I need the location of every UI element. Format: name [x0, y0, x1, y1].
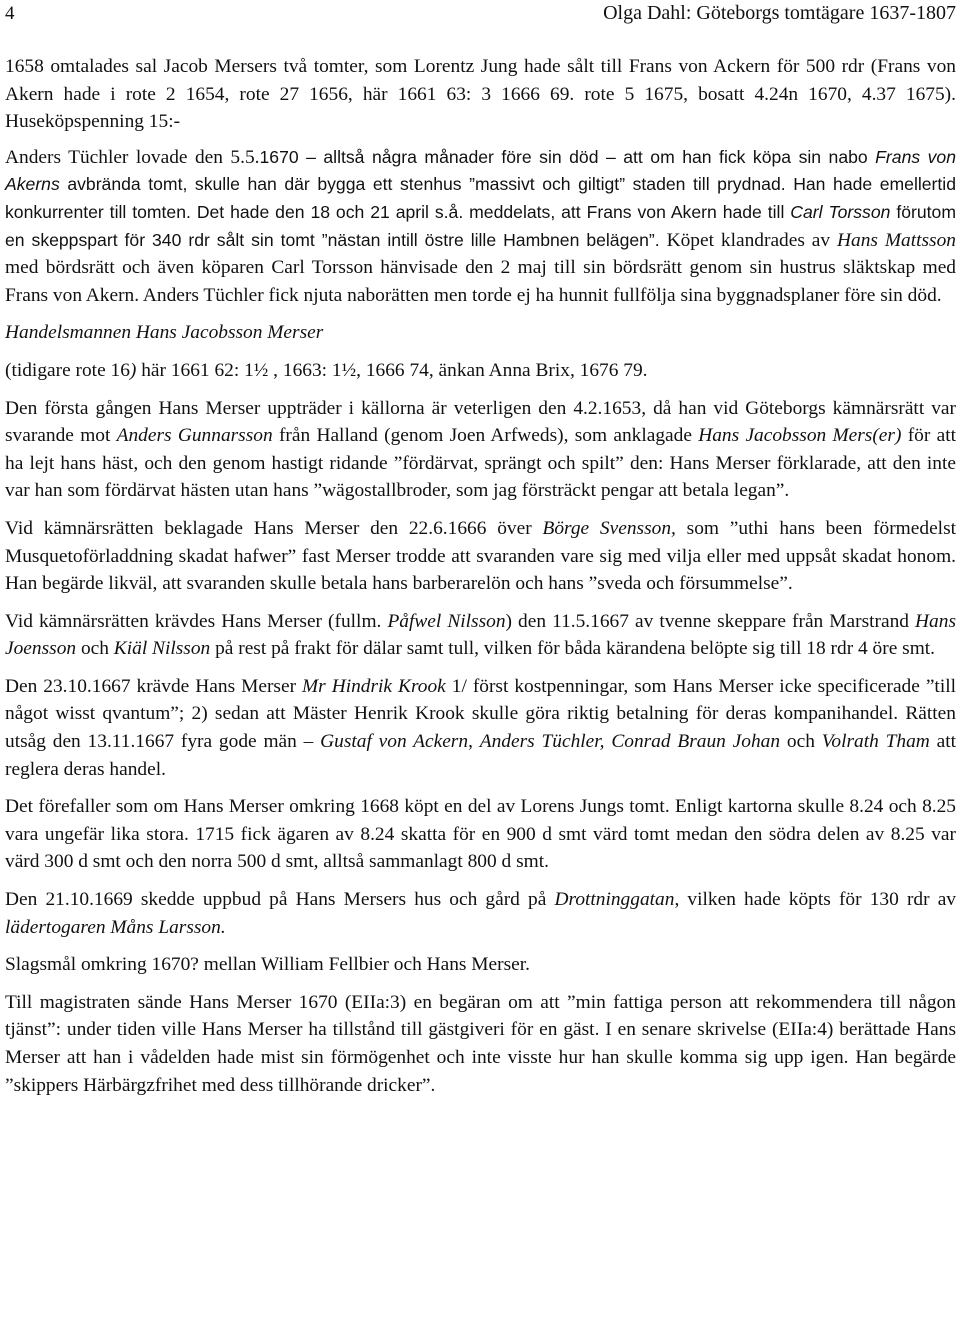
persons-tuchler-braun: Anders Tüchler, Conrad Braun Johan [479, 731, 781, 753]
paragraph-3-text: här 1661 62: 1½ , 1663: 1½, 1666 74, änkan Anna Brix [136, 359, 570, 381]
paragraph-4-text: Den första gången Hans Merser uppträder i källorna är veterligen den 4.2.1653, då han vid Göteborgs kämnärsrätt var svarande mot [5, 397, 956, 447]
paragraph-10: Slagsmål omkring 1670? mellan William Fellbier och Hans Merser. [5, 954, 531, 976]
paragraph-3-text: 1676 79. [574, 359, 648, 381]
paragraph-1 [5, 53, 956, 136]
paragraph-2-text: avbrända tomt, skulle han där bygga ett stenhus ”massivt och giltigt” staden till prydnad. Han hade emellertid konkurrenter till tomten. Det hade den 18 och 21 april s.å. meddelats, att Frans von Akern hade till [5, 174, 956, 222]
paragraph-3-text: (tidigare rote 16 [5, 359, 130, 381]
person-hans-mattsson: Hans Mattsson [837, 229, 956, 251]
paragraph-5-text: som ”uthi hans been förmedelst Musquetoförladdning skadat hafwer” fast Merser trodde att svaranden vare sig med vilja eller med uppsåt skadat honom. Han begärde likväl, att svaranden skulle betala hans barberarelön och hans ”sveda och försummelse”. [5, 517, 956, 595]
page-header [5, 0, 956, 30]
paragraph-6-text: på rest på frakt för dälar samt tull, vilken för båda kärandena belöpte sig till 18 rdr 4 öre smt. [210, 638, 936, 660]
person-carl-torsson: Carl Torsson [790, 201, 891, 222]
person-pafwel-nilsson: Påfwel Nilsson [387, 610, 506, 632]
paragraph-2-text: förutom en skeppspart för 340 rdr sålt sin tomt ”nästan intill östre lille Hambnen belägen”. [5, 201, 956, 250]
person-mans-larsson: lädertogaren Måns Larsson. [5, 916, 226, 938]
paragraph-2 [5, 144, 956, 310]
paragraph-6 [5, 608, 956, 663]
paragraph-4 [5, 395, 956, 505]
paragraph-9-text: , vilken hade köpts för 130 rdr av [674, 889, 956, 911]
paragraph-3-comma: , [569, 359, 575, 381]
paragraph-8: Det förefaller som om Hans Merser omkring 1668 köpt en del av Lorens Jungs tomt. Enligt kartorna skulle 8.24 och 8.25 vara ungefär lika stora. 1715 fick ägaren av 8.24 skatta för en 900 d smt värd tomt medan den södra delen av 8.25 var värd 300 d smt och den norra 500 d smt, alltså sammanlagt 800 d smt. [5, 796, 956, 873]
paragraph-7-text: , [468, 731, 480, 753]
paragraph-2-text: Köpet klandrades av [659, 229, 838, 251]
paragraph-4-text: för att ha lejt hans häst, och den genom hastigt ridande ”fördärvat, sprängt och spilt” den: Hans Merser förklarade, att den inte var han som fördärvat hästen utan hans ”wägostallbroder, som jag försträckt pengar att betala legan”. [5, 425, 956, 502]
paragraph-3 [5, 357, 956, 385]
paragraph-9-text: Den 21.10.1669 skedde uppbud på Hans Mersers hus och gård på [5, 889, 555, 911]
paragraph-6-text: ) den 11.5.1667 av tvenne skeppare från Marstrand [505, 610, 916, 632]
paragraph-5 [5, 515, 956, 598]
paragraph-6-text: och [76, 638, 114, 660]
running-title: Olga Dahl: Göteborgs tomtägare 1637-1807 [603, 2, 956, 24]
paragraph-7-text: 1/ först kostpenningar, som Hans Merser icke specificerade ”till något wisst qvantum”; 2) sedan att Mäster Henrik Krook skulle göra riktig betalning för deras kompanihandel. Rätten utsåg den 13.11.1667 fyra gode män – [5, 675, 956, 753]
paragraph-4-text: från Halland (genom Joen Arfweds), som anklagade [272, 425, 699, 447]
paragraph-2-lead: Anders Tüchler lovade den 5.5. [5, 146, 260, 168]
person-gustaf-von-ackern: Gustaf von Ackern [320, 731, 469, 753]
person-kial-nilsson: Kiäl Nilsson [113, 638, 211, 660]
person-frans-von-akern: Frans von Akerns [5, 146, 956, 195]
paragraph-2-text: 1670 – alltså några månader före sin död – att om han fick köpa sin nabo [259, 146, 876, 167]
paragraph-3-paren: ) [129, 359, 137, 381]
page-number: 4 [5, 3, 15, 24]
paragraph-7-text: och [780, 731, 822, 753]
person-volrath-tham: Volrath Tham [821, 731, 930, 753]
paragraph-7-text: att reglera deras handel. [5, 731, 956, 780]
paragraph-11: Till magistraten sände Hans Merser 1670 (EIIa:3) en begäran om att ”min fattiga person att rekommendera till någon tjänst”: under tiden ville Hans Merser ha tillstånd till gästgiveri för en gäst. I en senare skrivelse (EIIa:4) berättade Hans Merser att han i vådelden hade mist sin förmögenhet och inte visste hur han skulle komma sig upp igen. Han begärde ”skippers Härbärgzfrihet med dess tillhörande dricker”. [5, 991, 956, 1096]
paragraph-6-text: Vid kämnärsrätten krävdes Hans Merser (fullm. [5, 610, 388, 632]
paragraph-7 [5, 673, 956, 783]
paragraph-5-text: Vid kämnärsrätten beklagade Hans Merser den 22.6.1666 över [5, 517, 543, 539]
person-hans-joensson: Hans Joensson [5, 610, 956, 660]
person-hans-jacobsson-merser: Hans Jacobsson Mers(er) [698, 425, 902, 447]
person-borge-svensson: Börge Svensson, [542, 517, 676, 539]
street-drottninggatan: Drottninggatan [554, 889, 675, 911]
section-heading: Handelsmannen Hans Jacobsson Merser [5, 322, 324, 344]
paragraph-9 [5, 886, 956, 941]
paragraph-2-text: med bördsrätt och även köparen Carl Torsson hänvisade den 2 maj till sin bördsrätt genom sin hustrus släktskap med Frans von Akern. Anders Tüchler fick njuta naborätten men torde ej ha hunnit fullfölja sina byggnadsplaner före sin död. [5, 257, 956, 306]
person-anders-gunnarsson: Anders Gunnarsson [116, 425, 273, 447]
person-hindrik-krook: Mr Hindrik Krook [302, 675, 446, 697]
paragraph-1-text: 1658 omtalades sal Jacob Mersers två tomter, som Lorentz Jung hade sålt till Frans von Ackern för 500 rdr (Frans von Akern hade i rote 2 1654, rote 27 1656, här 1661 63: 3 1666 69. rote 5 1675, bosatt 4.24n 1670, 4.37 1675). Huseköpspenning 15:- [5, 56, 956, 133]
paragraph-7-text: Den 23.10.1667 krävde Hans Merser [5, 675, 303, 697]
